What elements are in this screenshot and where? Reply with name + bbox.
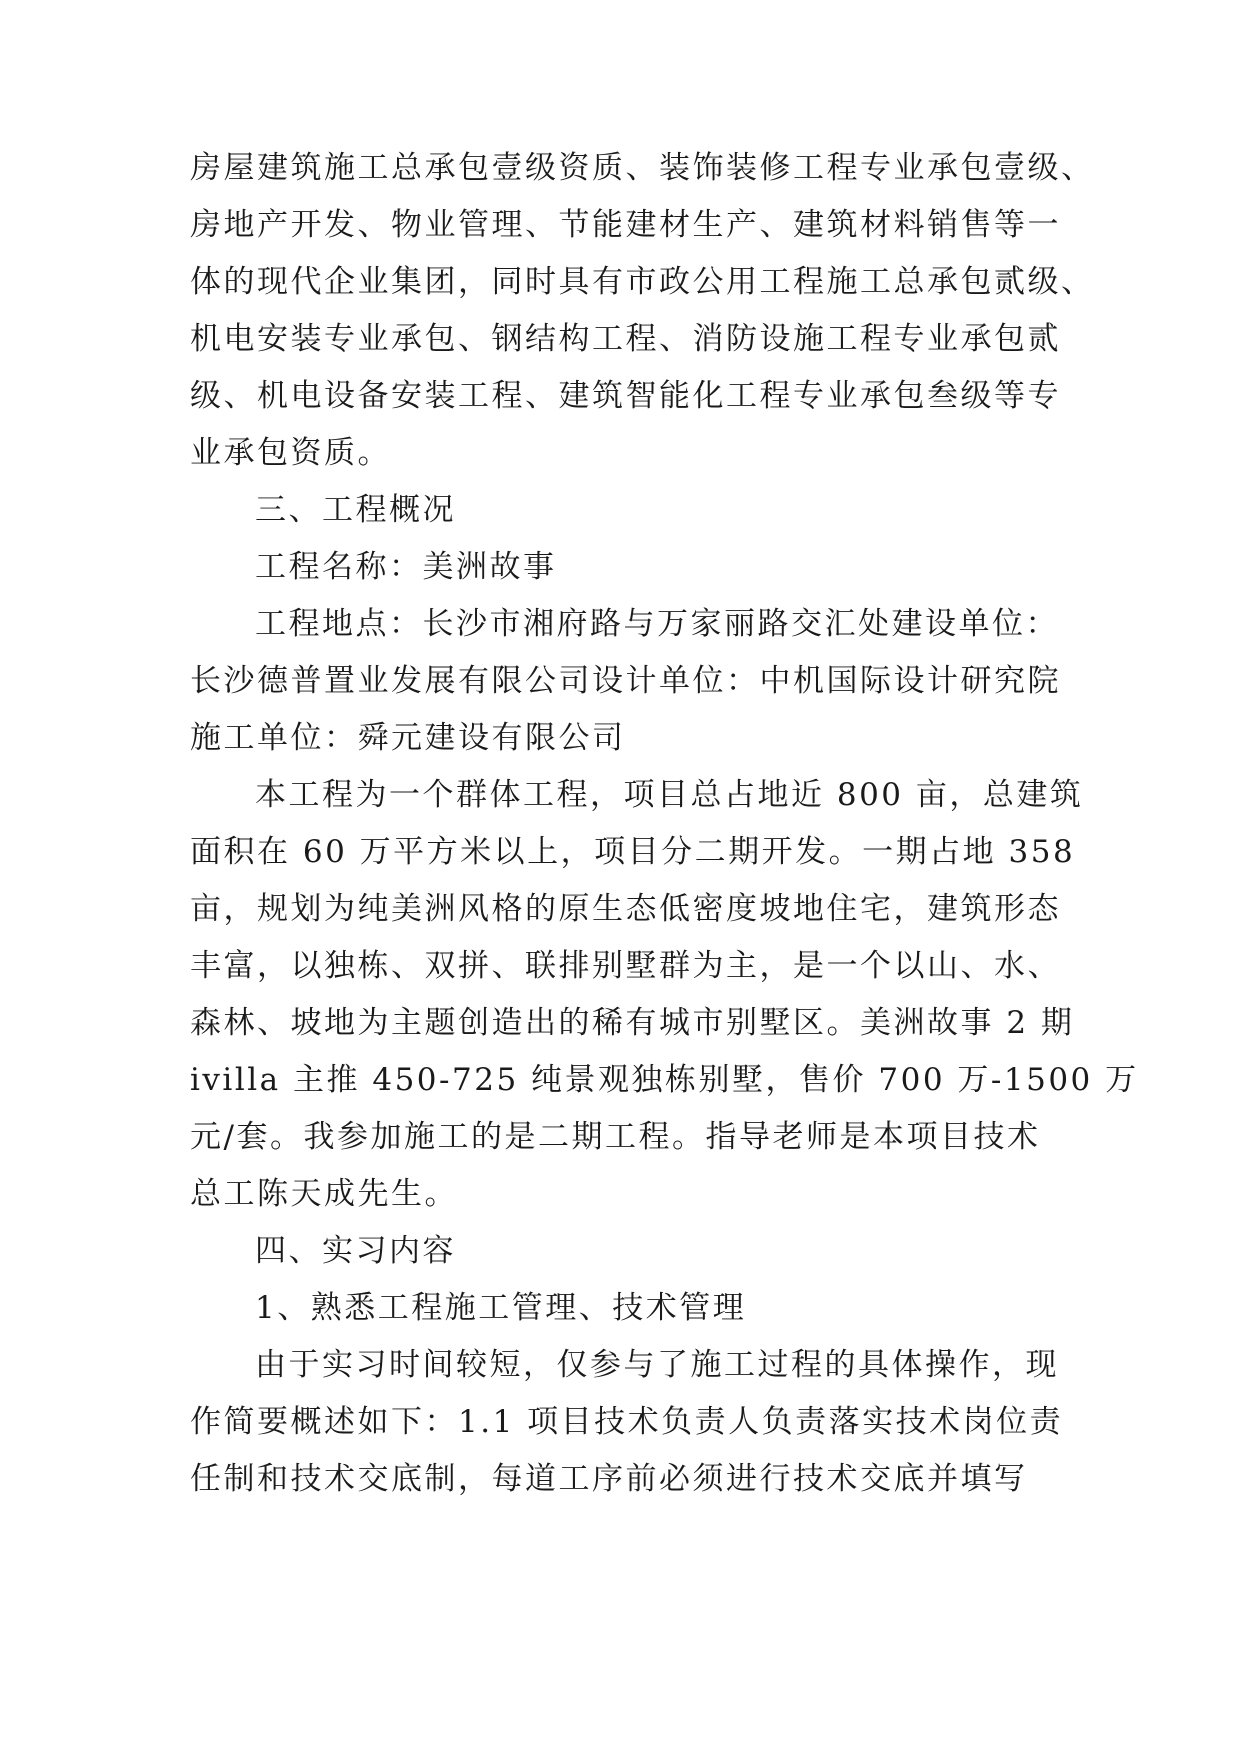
paragraph-line: 工程地点：长沙市湘府路与万家丽路交汇处建设单位： bbox=[255, 606, 1059, 642]
paragraph-line: 作简要概述如下：1.1 项目技术负责人负责落实技术岗位责 bbox=[190, 1404, 1064, 1440]
paragraph-line: 总工陈天成先生。 bbox=[190, 1176, 458, 1212]
paragraph-line: 长沙德普置业发展有限公司设计单位：中机国际设计研究院 bbox=[190, 663, 1061, 699]
paragraph-line: 由于实习时间较短，仅参与了施工过程的具体操作，现 bbox=[255, 1347, 1059, 1383]
section-heading: 三、工程概况 bbox=[255, 492, 456, 528]
paragraph-line: 面积在 60 万平方米以上，项目分二期开发。一期占地 358 bbox=[190, 834, 1076, 870]
paragraph-line: 业承包资质。 bbox=[190, 435, 391, 471]
paragraph-line: 级、机电设备安装工程、建筑智能化工程专业承包叁级等专 bbox=[190, 378, 1061, 414]
paragraph-line: 本工程为一个群体工程，项目总占地近 800 亩，总建筑 bbox=[255, 777, 1084, 813]
paragraph-line: 房地产开发、物业管理、节能建材生产、建筑材料销售等一 bbox=[190, 207, 1061, 243]
paragraph-line: 亩，规划为纯美洲风格的原生态低密度坡地住宅，建筑形态 bbox=[190, 891, 1061, 927]
paragraph-line: 体的现代企业集团，同时具有市政公用工程施工总承包贰级、 bbox=[190, 264, 1095, 300]
paragraph-line: 工程名称：美洲故事 bbox=[255, 549, 557, 585]
paragraph-line: 机电安装专业承包、钢结构工程、消防设施工程专业承包贰 bbox=[190, 321, 1061, 357]
paragraph-line: 房屋建筑施工总承包壹级资质、装饰装修工程专业承包壹级、 bbox=[190, 150, 1095, 186]
section-heading: 四、实习内容 bbox=[255, 1233, 456, 1269]
paragraph-line: 任制和技术交底制，每道工序前必须进行技术交底并填写 bbox=[190, 1461, 1028, 1497]
paragraph-line: ivilla 主推 450-725 纯景观独栋别墅，售价 700 万-1500 万 bbox=[190, 1062, 1139, 1098]
paragraph-line: 森林、坡地为主题创造出的稀有城市别墅区。美洲故事 2 期 bbox=[190, 1005, 1075, 1041]
paragraph-line: 元/套。我参加施工的是二期工程。指导老师是本项目技术 bbox=[190, 1119, 1041, 1155]
paragraph-line: 丰富，以独栋、双拼、联排别墅群为主，是一个以山、水、 bbox=[190, 948, 1061, 984]
paragraph-line: 施工单位：舜元建设有限公司 bbox=[190, 720, 626, 756]
subsection-heading: 1、熟悉工程施工管理、技术管理 bbox=[255, 1290, 747, 1326]
